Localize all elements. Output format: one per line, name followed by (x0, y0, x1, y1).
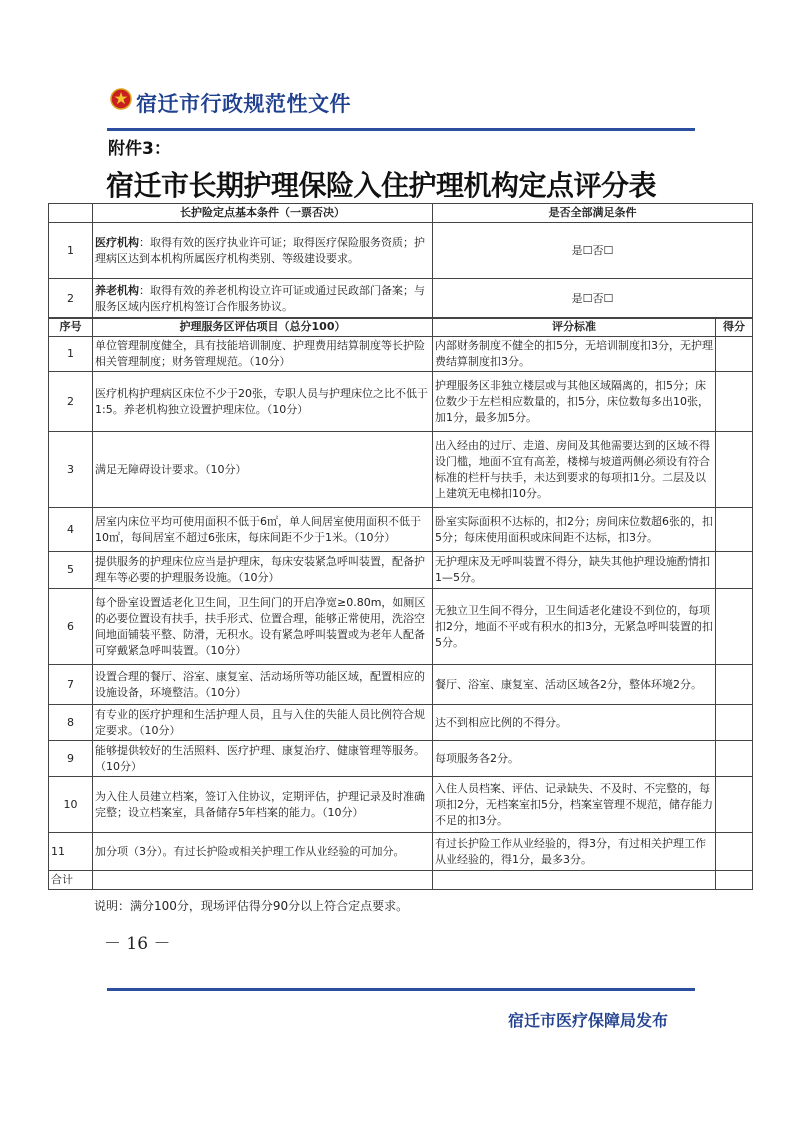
yes-no-checkbox[interactable]: 是☐否☐ (433, 223, 753, 279)
condition-text: ：取得有效的养老机构设立许可证或通过民政部门备案；与服务区域内医疗机构签订合作服务协议。 (95, 283, 425, 313)
row-number: 8 (49, 705, 93, 741)
note-text: 说明：满分100分，现场评估得分90分以上符合定点要求。 (94, 899, 409, 913)
total-label: 合计 (49, 871, 93, 890)
table-row (49, 741, 753, 777)
standard-cell: 无护理床及无呼叫装置不得分，缺失其他护理设施酌情扣1—5分。 (433, 552, 716, 589)
basic-conditions-table (48, 203, 753, 319)
condition-label: 养老机构 (95, 283, 139, 297)
table-row (49, 337, 753, 372)
row-number: 10 (49, 777, 93, 833)
page-number: － 16 － (104, 934, 171, 954)
row-number: 1 (49, 337, 93, 372)
row-number: 5 (49, 552, 93, 589)
scoring-table (48, 317, 753, 890)
item-cell: 满足无障碍设计要求。（10分） (93, 432, 433, 508)
standard-cell: 餐厅、浴室、康复室、活动区域各2分，整体环境2分。 (433, 665, 716, 705)
number-header: 序号 (49, 318, 93, 337)
table-row (49, 833, 753, 871)
item-cell: 能够提供较好的生活照料、医疗护理、康复治疗、健康管理等服务。（10分） (93, 741, 433, 777)
score-input[interactable] (716, 432, 753, 508)
item-cell: 医疗机构护理病区床位不少于20张，专职人员与护理床位之比不低于1:5。养老机构独立设置护理床位。（10分） (93, 372, 433, 432)
total-blank (93, 871, 433, 890)
table-row (49, 372, 753, 432)
score-input[interactable] (716, 372, 753, 432)
score-input[interactable] (716, 665, 753, 705)
yes-no-checkbox[interactable]: 是☐否☐ (433, 279, 753, 319)
standard-cell: 入住人员档案、评估、记录缺失、不及时、不完整的，每项扣2分，无档案室扣5分，档案室管理不规范，储存能力不足的扣3分。 (433, 777, 716, 833)
footer-publisher: 宿迁市医疗保障局发布 (508, 1011, 669, 1030)
table-row (49, 705, 753, 741)
standard-cell: 出入经由的过厅、走道、房间及其他需要达到的区域不得设门槛，地面不宜有高差，楼梯与坡道两侧必须设有符合标准的栏杆与扶手，未达到要求的每项扣1分。二层及以上建筑无电梯扣10分。 (433, 432, 716, 508)
standard-header: 评分标准 (433, 318, 716, 337)
condition-label: 医疗机构 (95, 235, 139, 249)
standard-cell: 达不到相应比例的不得分。 (433, 705, 716, 741)
condition-text: ：取得有效的医疗执业许可证；取得医疗保险服务资质；护理病区达到本机构所属医疗机构类别、等级建设要求。 (95, 235, 425, 265)
table-row (49, 777, 753, 833)
item-cell: 加分项（3分）。有过长护险或相关护理工作从业经验的可加分。 (93, 833, 433, 871)
row-number: 11 (49, 833, 93, 871)
item-cell: 提供服务的护理床位应当是护理床，每床安装紧急呼叫装置，配备护理车等必要的护理服务设施。（10分） (93, 552, 433, 589)
score-input[interactable] (716, 552, 753, 589)
item-header: 护理服务区评估项目（总分100） (93, 318, 433, 337)
row-number: 7 (49, 665, 93, 705)
table-row (49, 432, 753, 508)
header-title: 宿迁市行政规范性文件 (136, 92, 351, 116)
item-cell: 居室内床位平均可使用面积不低于6㎡，单人间居室使用面积不低于10㎡，每间居室不超过6张床，每床间距不少于1米。（10分） (93, 508, 433, 552)
item-cell: 为入住人员建立档案，签订入住协议，定期评估，护理记录及时准确完整；设立档案室，具备储存5年档案的能力。（10分） (93, 777, 433, 833)
item-cell: 设置合理的餐厅、浴室、康复室、活动场所等功能区域，配置相应的设施设备，环境整洁。（10分） (93, 665, 433, 705)
total-blank (433, 871, 716, 890)
row-number: 2 (49, 279, 93, 319)
item-cell: 单位管理制度健全，具有技能培训制度、护理费用结算制度等长护险相关管理制度；财务管理规范。（10分） (93, 337, 433, 372)
standard-cell: 护理服务区非独立楼层或与其他区域隔离的，扣5分；床位数少于左栏相应数量的，扣5分，床位数每多出10张，加1分，最多加5分。 (433, 372, 716, 432)
row-number: 6 (49, 589, 93, 665)
standard-cell: 内部财务制度不健全的扣5分，无培训制度扣3分，无护理费结算制度扣3分。 (433, 337, 716, 372)
table-row (49, 665, 753, 705)
table-row (49, 552, 753, 589)
row-number: 3 (49, 432, 93, 508)
total-score-input[interactable] (716, 871, 753, 890)
condition-cell (93, 223, 433, 279)
table-row (49, 279, 753, 319)
table-row (49, 223, 753, 279)
score-header: 得分 (716, 318, 753, 337)
satisfied-header: 是否全部满足条件 (433, 204, 753, 223)
table-row (49, 589, 753, 665)
item-cell: 有专业的医疗护理和生活护理人员，且与入住的失能人员比例符合规定要求。（10分） (93, 705, 433, 741)
standard-cell: 卧室实际面积不达标的，扣2分；房间床位数超6张的，扣5分；每床使用面积或床间距不达标，扣3分。 (433, 508, 716, 552)
annex-label: 附件3： (108, 139, 171, 159)
footer-rule (107, 988, 695, 991)
row-number: 9 (49, 741, 93, 777)
score-input[interactable] (716, 833, 753, 871)
score-input[interactable] (716, 508, 753, 552)
condition-header: 长护险定点基本条件（一票否决） (93, 204, 433, 223)
blank-header-cell (49, 204, 93, 223)
standard-cell: 有过长护险工作从业经验的，得3分，有过相关护理工作从业经验的，得1分，最多3分。 (433, 833, 716, 871)
standard-cell: 每项服务各2分。 (433, 741, 716, 777)
table-row (49, 508, 753, 552)
row-number: 4 (49, 508, 93, 552)
score-input[interactable] (716, 777, 753, 833)
row-number: 2 (49, 372, 93, 432)
header-rule (107, 128, 695, 131)
national-emblem-icon (110, 88, 132, 110)
score-input[interactable] (716, 705, 753, 741)
score-input[interactable] (716, 589, 753, 665)
standard-cell: 无独立卫生间不得分，卫生间适老化建设不到位的，每项扣2分，地面不平或有积水的扣3分，无紧急呼叫装置的扣5分。 (433, 589, 716, 665)
score-input[interactable] (716, 741, 753, 777)
item-cell: 每个卧室设置适老化卫生间，卫生间门的开启净宽≥0.80m，如厕区的必要位置设有扶手，扶手形式、位置合理，能够正常使用，洗浴空间地面铺装平整、防滑，无积水。设有紧急呼叫装置或为老年人配备可穿戴紧急呼叫装置。（10分） (93, 589, 433, 665)
row-number: 1 (49, 223, 93, 279)
condition-cell (93, 279, 433, 319)
total-row (49, 871, 753, 890)
score-input[interactable] (716, 337, 753, 372)
document-title: 宿迁市长期护理保险入住护理机构定点评分表 (106, 169, 657, 202)
